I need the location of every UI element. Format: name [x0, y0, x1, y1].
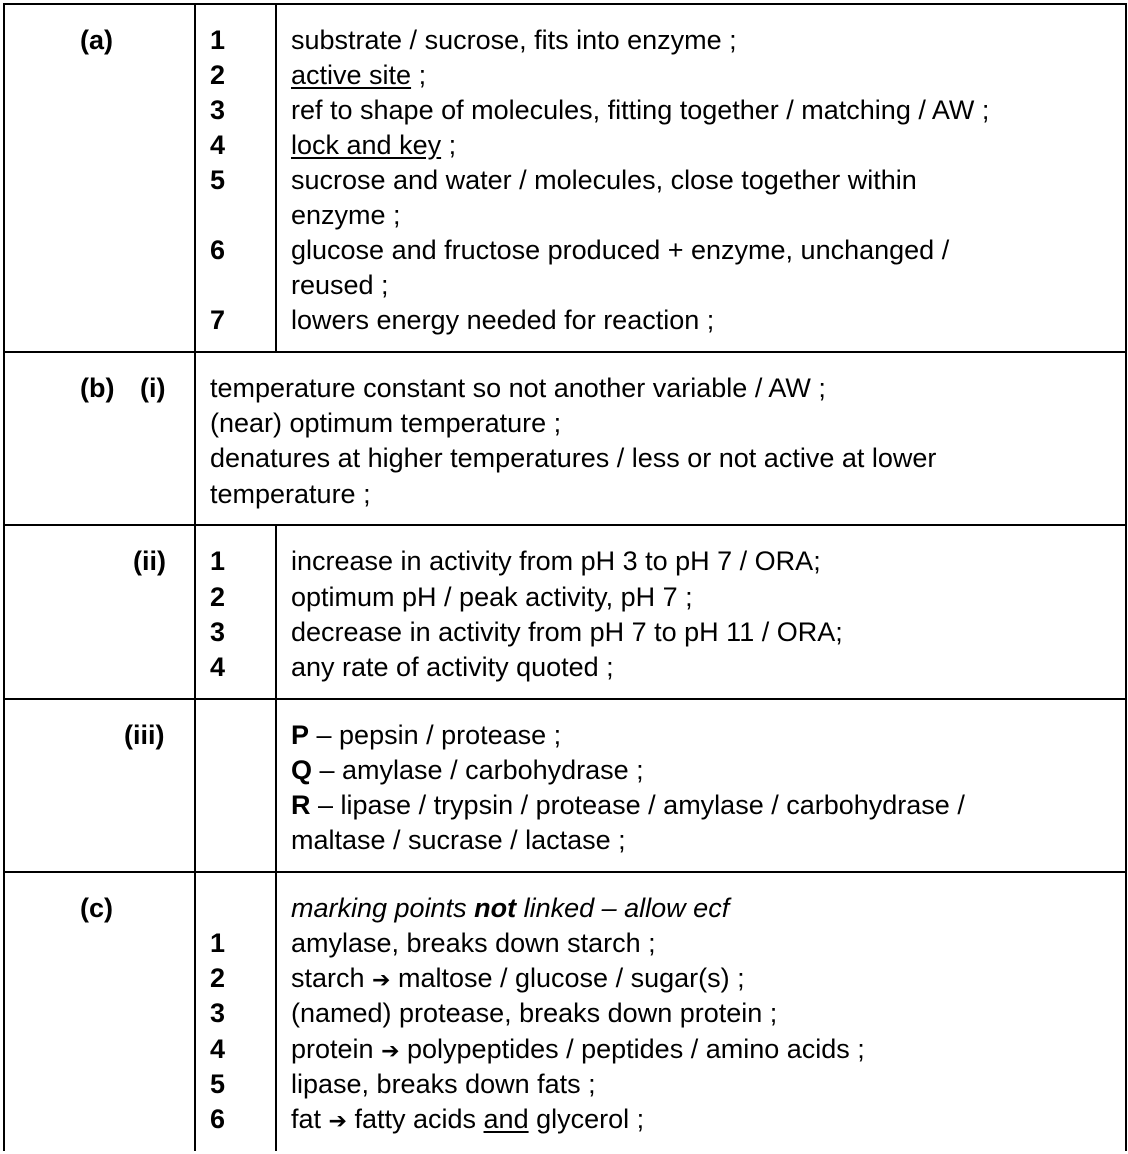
- point-text-continued: reused ;: [291, 270, 389, 300]
- point-number: 2: [210, 582, 226, 612]
- point-text: starch ➔ maltose / glucose / sugar(s) ;: [291, 963, 745, 993]
- subpart-i-label: (i): [140, 373, 166, 403]
- point-text: lipase, breaks down fats ;: [291, 1069, 596, 1099]
- underlined-term: active site: [291, 60, 412, 90]
- point-number: 6: [210, 1104, 226, 1134]
- column-divider-number: [275, 5, 277, 353]
- answer-line: temperature ;: [210, 479, 371, 509]
- point-text: sucrose and water / molecules, close together within: [291, 165, 917, 195]
- point-text: (named) protease, breaks down protein ;: [291, 998, 778, 1028]
- point-text: fat ➔ fatty acids and glycerol ;: [291, 1104, 645, 1134]
- underlined-term: lock and key: [291, 130, 442, 160]
- point-text: lock and key ;: [291, 130, 457, 160]
- point-number: 5: [210, 1069, 226, 1099]
- marking-note: marking points not linked – allow ecf: [291, 893, 730, 923]
- point-number: 4: [210, 1034, 226, 1064]
- enzyme-p-answer: P – pepsin / protease ;: [291, 720, 562, 750]
- point-text: lowers energy needed for reaction ;: [291, 305, 715, 335]
- answer-line: temperature constant so not another variable / AW ;: [210, 373, 826, 403]
- enzyme-r-answer: R – lipase / trypsin / protease / amylase / carbohydrase /: [291, 790, 965, 820]
- point-number: 3: [210, 998, 226, 1028]
- enzyme-r-answer-continued: maltase / sucrase / lactase ;: [291, 825, 626, 855]
- point-text: glucose and fructose produced + enzyme, unchanged /: [291, 235, 950, 265]
- point-number: 1: [210, 546, 226, 576]
- point-text-continued: enzyme ;: [291, 200, 401, 230]
- arrow-right-icon: ➔: [328, 1109, 347, 1134]
- point-text: optimum pH / peak activity, pH 7 ;: [291, 582, 693, 612]
- subpart-ii-label: (ii): [133, 546, 166, 576]
- column-divider-left: [194, 5, 196, 1151]
- subpart-iii-label: (iii): [124, 720, 165, 750]
- row-divider: [5, 871, 1125, 873]
- column-divider-number: [275, 526, 277, 1151]
- point-number: 7: [210, 305, 226, 335]
- arrow-right-icon: ➔: [372, 968, 391, 993]
- arrow-right-icon: ➔: [381, 1039, 400, 1064]
- point-number: 2: [210, 60, 226, 90]
- row-divider: [5, 524, 1125, 526]
- point-text: decrease in activity from pH 7 to pH 11 / ORA;: [291, 617, 843, 647]
- row-divider: [5, 698, 1125, 700]
- point-text: amylase, breaks down starch ;: [291, 928, 656, 958]
- mark-scheme-table: [3, 3, 1127, 1151]
- point-number: 2: [210, 963, 226, 993]
- answer-line: (near) optimum temperature ;: [210, 408, 562, 438]
- underlined-term: and: [483, 1104, 529, 1134]
- part-c-label: (c): [80, 893, 113, 923]
- point-number: 1: [210, 25, 226, 55]
- point-text: increase in activity from pH 3 to pH 7 / ORA;: [291, 546, 821, 576]
- point-number: 5: [210, 165, 226, 195]
- point-text: ref to shape of molecules, fitting together / matching / AW ;: [291, 95, 990, 125]
- point-number: 4: [210, 652, 226, 682]
- point-number: 4: [210, 130, 226, 160]
- point-text: substrate / sucrose, fits into enzyme ;: [291, 25, 737, 55]
- enzyme-q-answer: Q – amylase / carbohydrase ;: [291, 755, 644, 785]
- answer-line: denatures at higher temperatures / less or not active at lower: [210, 443, 937, 473]
- part-b-label: (b): [80, 373, 115, 403]
- part-a-label: (a): [80, 25, 113, 55]
- point-text: active site ;: [291, 60, 427, 90]
- point-number: 3: [210, 617, 226, 647]
- point-text: protein ➔ polypeptides / peptides / amino acids ;: [291, 1034, 865, 1064]
- point-text: any rate of activity quoted ;: [291, 652, 614, 682]
- point-number: 3: [210, 95, 226, 125]
- point-number: 1: [210, 928, 226, 958]
- point-number: 6: [210, 235, 226, 265]
- row-divider: [5, 351, 1125, 353]
